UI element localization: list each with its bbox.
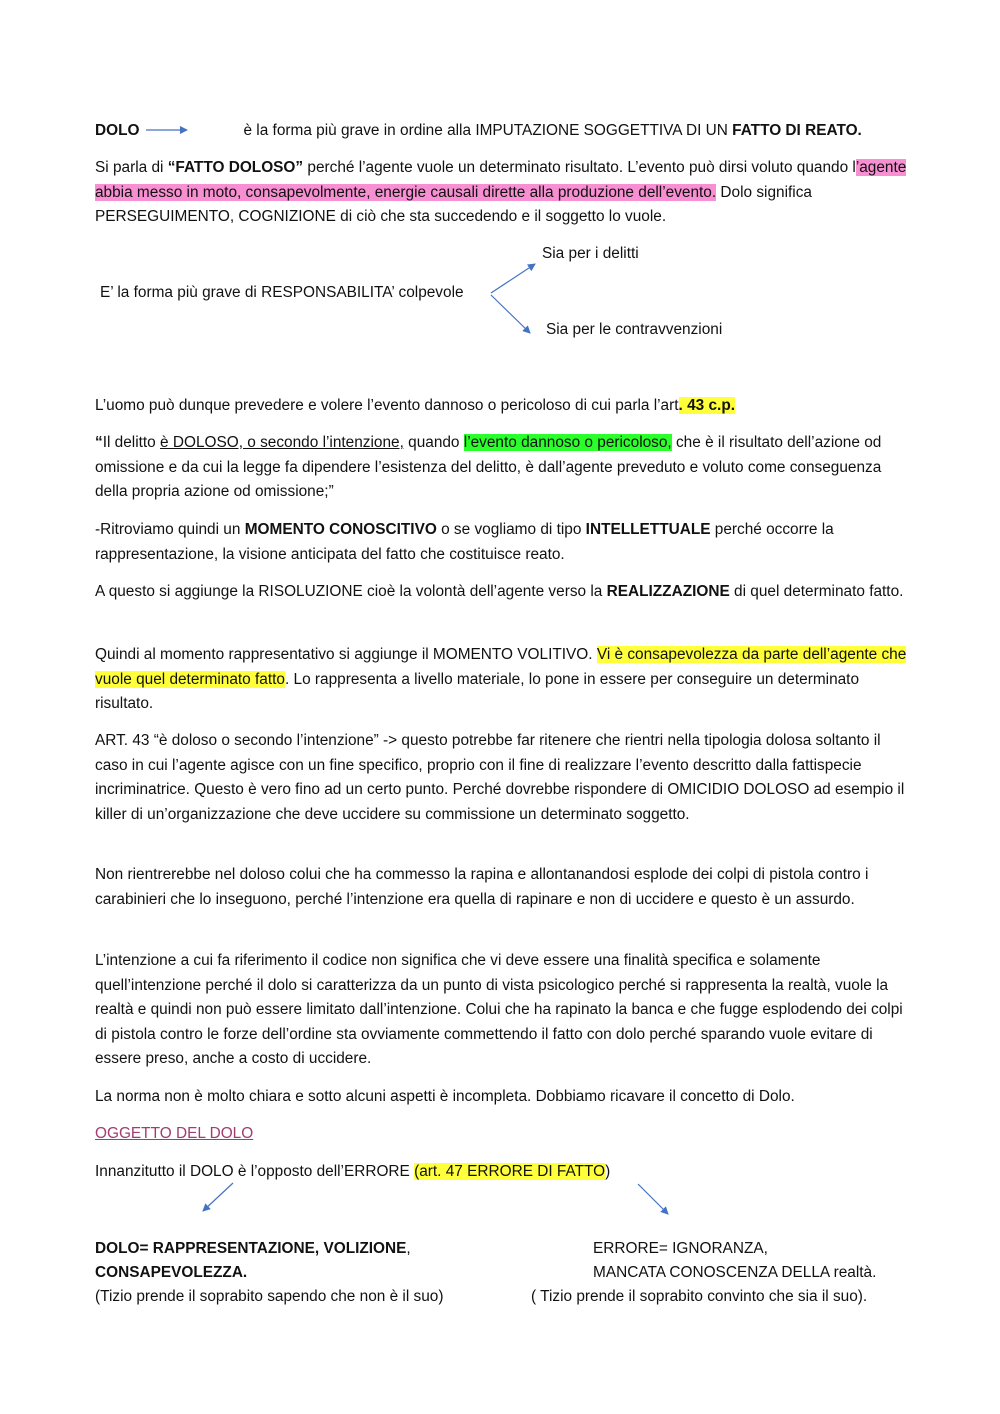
dolo-term: DOLO	[95, 122, 140, 139]
paragraph-dolo-definition: DOLO è la forma più grave in ordine alla IMPUTAZIONE SOGGETTIVA DI UN FATTO DI REATO.	[95, 122, 862, 139]
dolo-definition-line1: DOLO= RAPPRESENTAZIONE, VOLIZIONE,	[95, 1240, 411, 1257]
paragraph-art-43: L’uomo può dunque prevedere e volere l’evento dannoso o pericoloso di cui parla l’art. 43 c.p.	[95, 397, 735, 414]
paragraph-norma: La norma non è molto chiara e sotto alcuni aspetti è incompleta. Dobbiamo ricavare il concetto di Dolo.	[95, 1088, 795, 1105]
paragraph-art-43-intenzione: ART. 43 “è doloso o secondo l’intenzione” -> questo potrebbe far ritenere che rientri nella tipologia dolosa soltanto il caso in cui l’agente agisce con un fine specifico, proprio con il fine di realizzare l’evento descritto dalla fattispecie incriminatrice. Questo è vero fino ad un certo punto. Perché dovrebbe rispondere di OMICIDIO DOLOSO ad esempio il killer di un’organizzazione che deve uccidere su commissione un determinato soggetto.	[95, 732, 905, 823]
arrow-up-right-icon	[491, 264, 535, 293]
section-heading-oggetto-del-dolo: OGGETTO DEL DOLO	[95, 1125, 254, 1142]
highlight-pink: ’agente abbia messo in moto, consapevolmente, energie causali dirette alla produzione dell’evento.	[95, 159, 907, 201]
dolo-example: (Tizio prende il soprabito sapendo che non è il suo)	[95, 1288, 444, 1305]
paragraph-intenzione-codice: L’intenzione a cui fa riferimento il codice non significa che vi deve essere una finalità specifica e solamente quell’intenzione perché il dolo si caratterizza da un punto di vista psicologico perché si rappresenta la realtà, vuole la realtà e quindi non può essere limitato dall’intenzione. Colui che ha rapinato la banca e che fugge esplodendo dei colpi di pistola contro le forze dell’ordine sta ovviamente commettendo il fatto con dolo perché sparando vuole evitare di essere preso, anche a costo di uccidere.	[95, 952, 903, 1068]
highlight-green: l’evento dannoso o pericoloso,	[463, 434, 672, 451]
highlight-yellow-consapevolezza: Vi è consapevolezza da parte dell’agente che vuole quel determinato fatto	[95, 646, 907, 688]
dolo-definition-line2: CONSAPEVOLEZZA.	[95, 1264, 248, 1281]
arrow-down-left-icon	[203, 1183, 233, 1211]
paragraph-dolo-errore: Innanzitutto il DOLO è l’opposto dell’ERRORE (art. 47 ERRORE DI FATTO)	[95, 1163, 611, 1180]
paragraph-fatto-doloso: Si parla di “FATTO DOLOSO” perché l’agente vuole un determinato risultato. L’evento può dirsi voluto quando l’agente abbia messo in moto, consapevolmente, energie causali dirette alla produzione dell’evento. Dolo significa PERSEGUIMENTO, COGNIZIONE di ciò che sta succedendo e il soggetto lo vuole.	[95, 159, 907, 226]
branch-main-label: E’ la forma più grave di RESPONSABILITA’ colpevole	[100, 284, 464, 301]
paragraph-momento-conoscitivo: -Ritroviamo quindi un MOMENTO CONOSCITIVO o se vogliamo di tipo INTELLETTUALE perché occorre la rappresentazione, la visione anticipata del fatto che costituisce reato.	[95, 521, 834, 563]
paragraph-momento-volitivo: Quindi al momento rappresentativo si aggiunge il MOMENTO VOLITIVO. Vi è consapevolezza da parte dell’agente che vuole quel determinato fatto. Lo rappresenta a livello materiale, lo pone in essere per conseguire un determinato risultato.	[95, 646, 907, 713]
paragraph-quote-art-43: “Il delitto è DOLOSO, o secondo l’intenzione, quando l’evento dannoso o pericoloso, che è il risultato dell’azione od omissione e da cui la legge fa dipendere l’esistenza del delitto, è dall’agente preveduto e voluto come conseguenza della propria azione od omissione;”	[95, 434, 882, 501]
highlight-yellow-art43: . 43 c.p.	[678, 397, 735, 414]
errore-definition-line1: ERRORE= IGNORANZA,	[593, 1240, 768, 1257]
arrow-down-right-icon	[491, 295, 530, 333]
branch-top-label: Sia per i delitti	[542, 245, 639, 262]
branch-bottom-label: Sia per le contravvenzioni	[546, 321, 723, 338]
arrow-down-right-icon-2	[638, 1184, 668, 1214]
errore-definition-line2: MANCATA CONOSCENZA DELLA realtà.	[593, 1264, 877, 1281]
errore-example: ( Tizio prende il soprabito convinto che sia il suo).	[531, 1288, 868, 1305]
paragraph-risoluzione: A questo si aggiunge la RISOLUZIONE cioè la volontà dell’agente verso la REALIZZAZIONE di quel determinato fatto.	[95, 583, 904, 600]
paragraph-rapina: Non rientrerebbe nel doloso colui che ha commesso la rapina e allontanandosi esplode dei colpi di pistola contro i carabinieri che lo inseguono, perché l’intenzione era quella di rapinare e non di uccidere e questo è un assurdo.	[95, 866, 869, 908]
highlight-yellow-art47: (art. 47 ERRORE DI FATTO	[414, 1163, 606, 1180]
